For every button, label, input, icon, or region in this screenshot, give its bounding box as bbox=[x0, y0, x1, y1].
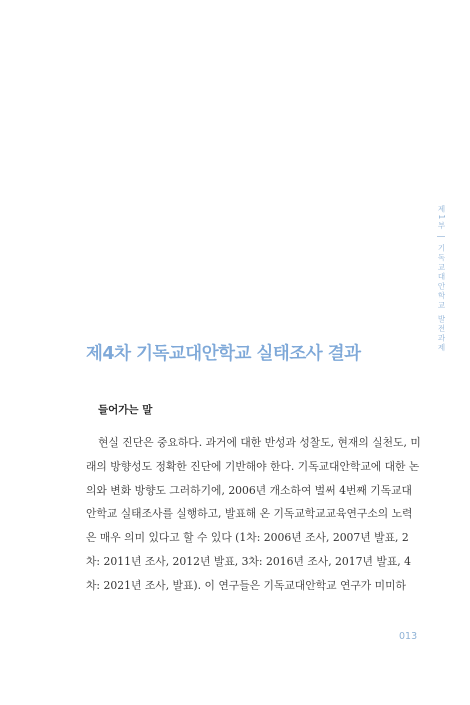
page-number: 013 bbox=[399, 631, 418, 642]
body-line: 은 매우 의미 있다고 할 수 있다 (1차: 2006년 조사, 2007년 발표, 2 bbox=[86, 531, 409, 545]
body-paragraph bbox=[86, 431, 421, 598]
running-section-tab: 제1부 | 기독교대안학교 발전과제 bbox=[437, 205, 446, 353]
body-line: 차: 2021년 조사, 발표). 이 연구들은 기독교대안학교 연구가 미미하 bbox=[86, 578, 406, 592]
section-heading: 들어가는 말 bbox=[98, 404, 153, 416]
body-line: 차: 2011년 조사, 2012년 발표, 3차: 2016년 조사, 2017년 발표, 4 bbox=[86, 554, 411, 568]
body-line: 래의 방향성도 정확한 진단에 기반해야 한다. 기독교대안학교에 대한 논 bbox=[86, 459, 420, 473]
body-line: 안학교 실태조사를 실행하고, 발표해 온 기독교학교교육연구소의 노력 bbox=[86, 507, 413, 521]
body-line: 현실 진단은 중요하다. 과거에 대한 반성과 성찰도, 현재의 실천도, 미 bbox=[98, 436, 421, 449]
chapter-title: 제4차 기독교대안학교 실태조사 결과 bbox=[86, 344, 361, 364]
body-line: 의와 변화 방향도 그러하기에, 2006년 개소하여 벌써 4번째 기독교대 bbox=[86, 483, 412, 497]
